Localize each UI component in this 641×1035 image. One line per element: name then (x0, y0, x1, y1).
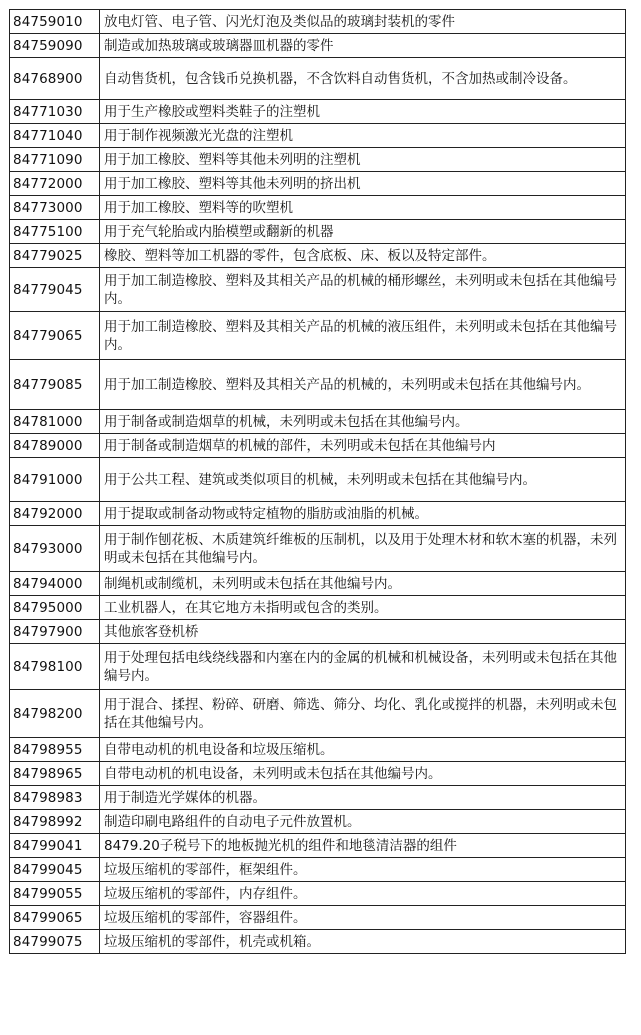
hs-code-cell: 84772000 (10, 172, 100, 196)
hs-code-cell: 84792000 (10, 502, 100, 526)
description-cell: 放电灯管、电子管、闪光灯泡及类似品的玻璃封装机的零件 (100, 10, 626, 34)
description-cell: 垃圾压缩机的零部件，内存组件。 (100, 882, 626, 906)
description-cell: 用于生产橡胶或塑料类鞋子的注塑机 (100, 100, 626, 124)
description-cell: 用于公共工程、建筑或类似项目的机械，未列明或未包括在其他编号内。 (100, 458, 626, 502)
hs-code-cell: 84798965 (10, 762, 100, 786)
table-row (10, 526, 626, 572)
description-cell: 制造或加热玻璃或玻璃器皿机器的零件 (100, 34, 626, 58)
hs-code-cell: 84795000 (10, 596, 100, 620)
hs-code-cell: 84781000 (10, 410, 100, 434)
description-cell: 其他旅客登机桥 (100, 620, 626, 644)
table-row (10, 58, 626, 100)
table-row (10, 124, 626, 148)
table-row (10, 148, 626, 172)
table-row (10, 34, 626, 58)
description-cell: 制造印刷电路组件的自动电子元件放置机。 (100, 810, 626, 834)
description-cell: 用于制备或制造烟草的机械，未列明或未包括在其他编号内。 (100, 410, 626, 434)
hs-code-cell: 84771090 (10, 148, 100, 172)
hs-code-cell: 84779085 (10, 360, 100, 410)
hs-code-cell: 84799041 (10, 834, 100, 858)
hs-code-cell: 84799075 (10, 930, 100, 954)
table-row (10, 434, 626, 458)
hs-code-cell: 84779025 (10, 244, 100, 268)
description-cell: 用于加工制造橡胶、塑料及其相关产品的机械的液压组件，未列明或未包括在其他编号内。 (100, 312, 626, 360)
table-row (10, 906, 626, 930)
hs-code-cell: 84775100 (10, 220, 100, 244)
description-cell: 自带电动机的机电设备和垃圾压缩机。 (100, 738, 626, 762)
table-row (10, 244, 626, 268)
hs-code-cell: 84798983 (10, 786, 100, 810)
description-cell: 用于加工橡胶、塑料等其他未列明的挤出机 (100, 172, 626, 196)
description-cell: 橡胶、塑料等加工机器的零件，包含底板、床、板以及特定部件。 (100, 244, 626, 268)
table-row (10, 100, 626, 124)
table-row (10, 502, 626, 526)
hs-code-cell: 84771040 (10, 124, 100, 148)
description-cell: 垃圾压缩机的零部件，容器组件。 (100, 906, 626, 930)
hs-code-cell: 84797900 (10, 620, 100, 644)
hs-code-cell: 84799045 (10, 858, 100, 882)
description-cell: 用于加工制造橡胶、塑料及其相关产品的机械的桶形螺丝，未列明或未包括在其他编号内。 (100, 268, 626, 312)
description-cell: 自动售货机，包含钱币兑换机器，不含饮料自动售货机，不含加热或制冷设备。 (100, 58, 626, 100)
description-cell: 用于提取或制备动物或特定植物的脂肪或油脂的机械。 (100, 502, 626, 526)
table-row (10, 930, 626, 954)
table-row (10, 858, 626, 882)
hs-code-cell: 84791000 (10, 458, 100, 502)
hs-code-cell: 84793000 (10, 526, 100, 572)
hs-code-cell: 84798100 (10, 644, 100, 690)
description-cell: 用于加工制造橡胶、塑料及其相关产品的机械的，未列明或未包括在其他编号内。 (100, 360, 626, 410)
description-cell: 制绳机或制缆机，未列明或未包括在其他编号内。 (100, 572, 626, 596)
table-row (10, 572, 626, 596)
hs-code-cell: 84773000 (10, 196, 100, 220)
table-row (10, 360, 626, 410)
table-row (10, 312, 626, 360)
table-row (10, 268, 626, 312)
description-cell: 用于制造光学媒体的机器。 (100, 786, 626, 810)
description-cell: 8479.20子税号下的地板抛光机的组件和地毯清洁器的组件 (100, 834, 626, 858)
table-row (10, 690, 626, 738)
description-cell: 垃圾压缩机的零部件，框架组件。 (100, 858, 626, 882)
description-cell: 垃圾压缩机的零部件，机壳或机箱。 (100, 930, 626, 954)
description-cell: 用于制备或制造烟草的机械的部件，未列明或未包括在其他编号内 (100, 434, 626, 458)
hs-code-cell: 84798955 (10, 738, 100, 762)
table-row (10, 620, 626, 644)
hs-code-cell: 84798992 (10, 810, 100, 834)
table-row (10, 172, 626, 196)
description-cell: 工业机器人，在其它地方未指明或包含的类别。 (100, 596, 626, 620)
table-row (10, 410, 626, 434)
table-row (10, 644, 626, 690)
description-cell: 用于充气轮胎或内胎模塑或翻新的机器 (100, 220, 626, 244)
table-body (10, 10, 626, 954)
hs-code-cell: 84794000 (10, 572, 100, 596)
hs-code-cell: 84768900 (10, 58, 100, 100)
table-row (10, 786, 626, 810)
hs-code-cell: 84789000 (10, 434, 100, 458)
description-cell: 自带电动机的机电设备，未列明或未包括在其他编号内。 (100, 762, 626, 786)
table-row (10, 196, 626, 220)
table-row (10, 220, 626, 244)
tariff-code-table (9, 9, 626, 954)
hs-code-cell: 84779065 (10, 312, 100, 360)
hs-code-cell: 84798200 (10, 690, 100, 738)
description-cell: 用于加工橡胶、塑料等的吹塑机 (100, 196, 626, 220)
table-row (10, 10, 626, 34)
table-row (10, 882, 626, 906)
table-row (10, 596, 626, 620)
description-cell: 用于制作刨花板、木质建筑纤维板的压制机，以及用于处理木材和软木塞的机器，未列明或未包括在其他编号内。 (100, 526, 626, 572)
hs-code-cell: 84759010 (10, 10, 100, 34)
hs-code-cell: 84799065 (10, 906, 100, 930)
hs-code-cell: 84799055 (10, 882, 100, 906)
hs-code-cell: 84771030 (10, 100, 100, 124)
description-cell: 用于处理包括电线绕线器和内塞在内的金属的机械和机械设备，未列明或未包括在其他编号内。 (100, 644, 626, 690)
table-row (10, 834, 626, 858)
table-row (10, 762, 626, 786)
hs-code-cell: 84759090 (10, 34, 100, 58)
table-row (10, 738, 626, 762)
table-row (10, 810, 626, 834)
description-cell: 用于混合、揉捏、粉碎、研磨、筛选、筛分、均化、乳化或搅拌的机器，未列明或未包括在其他编号内。 (100, 690, 626, 738)
hs-code-cell: 84779045 (10, 268, 100, 312)
table-row (10, 458, 626, 502)
description-cell: 用于制作视频激光光盘的注塑机 (100, 124, 626, 148)
description-cell: 用于加工橡胶、塑料等其他未列明的注塑机 (100, 148, 626, 172)
